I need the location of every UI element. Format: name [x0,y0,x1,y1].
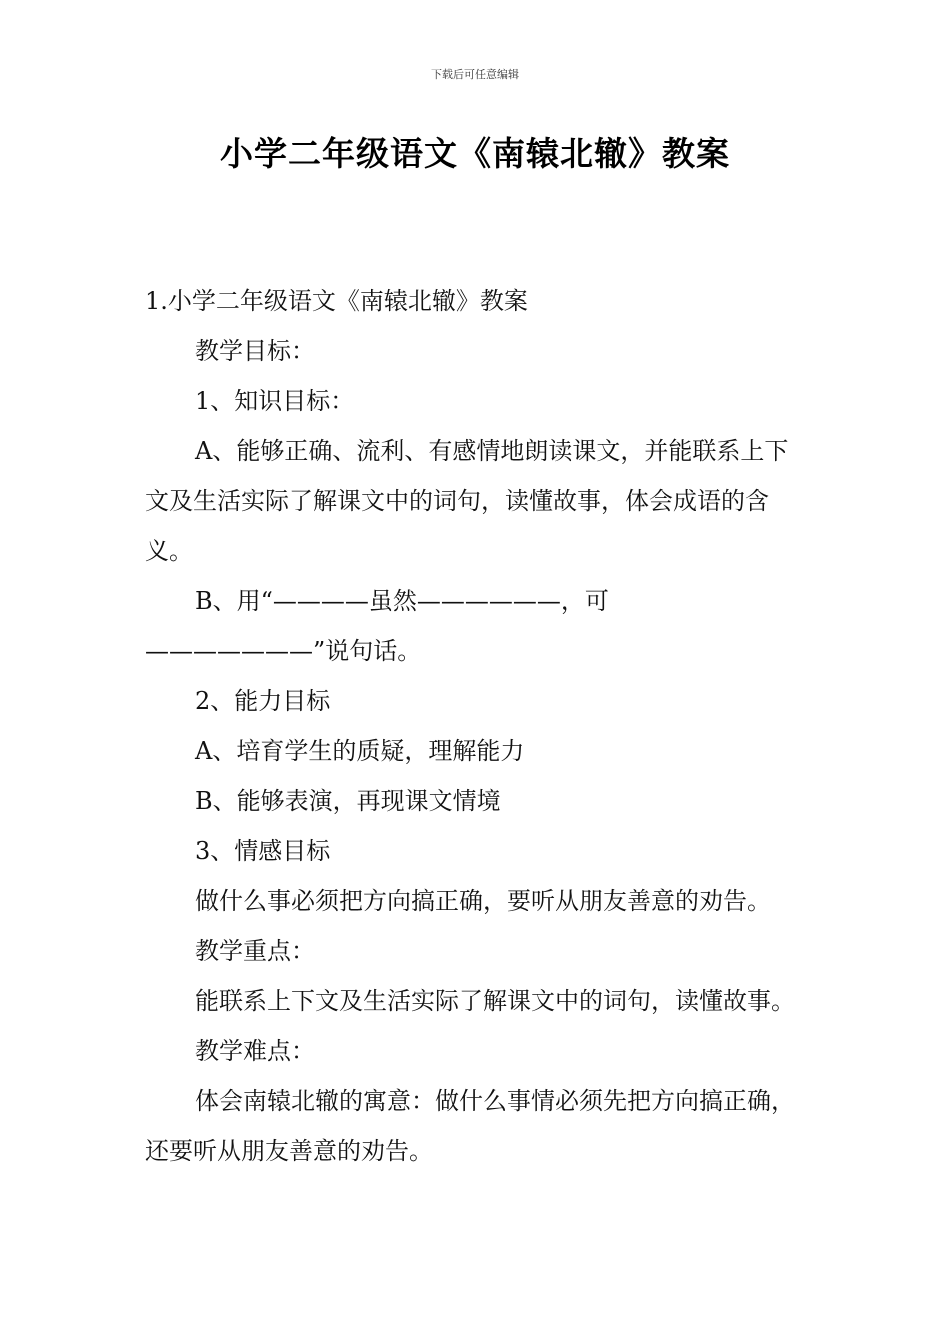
paragraph-difficulties: 教学难点： [195,1037,315,1065]
document-title: 小学二年级语文《南辕北辙》教案 [220,134,730,173]
section-heading: 1.小学二年级语文《南辕北辙》教案 [145,287,528,315]
paragraph-knowledge-goal: 1、知识目标： [195,387,355,415]
paragraph-ability-a: A、培育学生的质疑，理解能力 [195,737,525,765]
page-header-note: 下载后可任意编辑 [431,68,519,81]
paragraph-goal-b: B、用“————虽然——————，可———————”说句话。 [145,587,609,665]
paragraph-ability-b: B、能够表演，再现课文情境 [195,787,501,815]
paragraph-emotion-goal: 3、情感目标 [195,837,331,865]
paragraph-key-points-text: 能联系上下文及生活实际了解课文中的词句，读懂故事。 [195,987,795,1015]
paragraph-teaching-goals: 教学目标： [195,337,315,365]
paragraph-goal-a: A、能够正确、流利、有感情地朗读课文，并能联系上下文及生活实际了解课文中的词句，读懂故事，体会成语的含义。 [145,437,789,565]
paragraph-emotion-text: 做什么事必须把方向搞正确，要听从朋友善意的劝告。 [195,887,771,915]
paragraph-difficulties-text: 体会南辕北辙的寓意：做什么事情必须先把方向搞正确，还要听从朋友善意的劝告。 [145,1087,795,1165]
document-body [145,276,810,1176]
paragraph-ability-goal: 2、能力目标 [195,687,331,715]
paragraph-key-points: 教学重点： [195,937,315,965]
